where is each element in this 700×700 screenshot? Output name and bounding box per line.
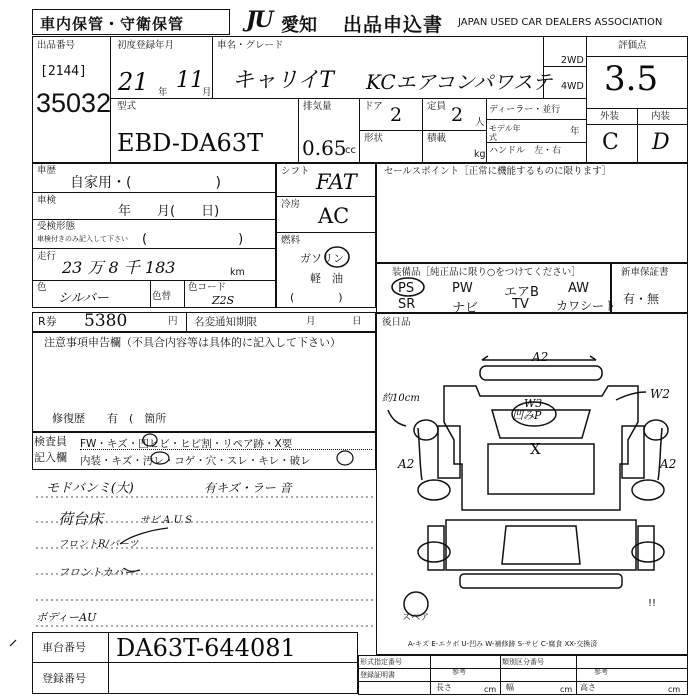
equip-ps: PS — [398, 281, 415, 296]
registration-month: 11 — [176, 68, 204, 93]
day-label: 日 — [352, 316, 362, 327]
svg-text:!!: !! — [648, 598, 657, 609]
car-name: キャリイT — [232, 68, 335, 93]
person-unit: 人 — [475, 117, 485, 128]
note-hand-3: 荷台床 — [58, 510, 104, 528]
handle-label: ハンドル 左・右 — [489, 146, 562, 156]
association-name: JAPAN USED CAR DEALERS ASSOCIATION — [458, 17, 663, 28]
damage-legend: A-キズ E-エクボ U-凹み W-補修跡 S-サビ C-腐食 XX-交換済 — [408, 640, 598, 648]
equip-aw: AW — [568, 281, 590, 296]
interior-label: 内装 — [651, 111, 671, 122]
classify-number-label: 類別区分番号 — [502, 658, 544, 666]
acceptance-note: 車検付きのみ記入して下さい — [37, 235, 128, 243]
spare-label: スペア — [402, 613, 430, 623]
door-label: ドア — [364, 101, 383, 112]
fuel-gasoline: ガソリン — [300, 252, 344, 265]
equip-sr: SR — [398, 297, 416, 312]
ju-logo: JU — [246, 7, 272, 33]
cc-unit: cc — [345, 145, 356, 156]
mileage-value: 23 万 8 千 183 — [62, 258, 176, 277]
registration-cert-label: 登録証明書 — [360, 671, 395, 679]
drive-2wd: 2WD — [561, 55, 584, 66]
equip-tv: TV — [512, 297, 529, 312]
year-unit: 年 — [158, 87, 168, 98]
shift-label: シフト — [281, 166, 310, 177]
inspect-line-1: FW・キズ・凹ヒビ・ヒビ割・リペア跡・X要 — [80, 438, 293, 450]
first-registration-label: 初度登録年月 — [117, 40, 175, 51]
capacity: 2 — [451, 104, 464, 126]
sales-point-label: セールスポイント［正常に機能するものに限ります］ — [384, 166, 612, 177]
inspect-line-2: 内装・キズ・汚レ・コゲ・穴・スレ・キレ・破レ — [80, 455, 311, 467]
color-label: 色 — [37, 282, 47, 293]
fuel-label: 燃料 — [281, 235, 301, 246]
damage-mark-a2-top: A2 — [532, 350, 549, 364]
inspection-label: 車検 — [37, 195, 57, 206]
mileage-label: 走行 — [37, 251, 57, 262]
car-grade: KCエアコンパワステ — [366, 70, 553, 94]
km-unit: km — [230, 267, 245, 278]
model-code: EBD-DA63T — [117, 129, 264, 157]
drive-4wd: 4WD — [561, 81, 584, 92]
shape-label: 形状 — [364, 133, 384, 144]
color-change-label: 色替 — [152, 291, 172, 302]
ac-value: AC — [318, 204, 350, 228]
note-hand-1: モドバンミ(大) — [46, 481, 134, 496]
new-warranty-label: 新車保証書 — [621, 267, 669, 278]
entry-label: 記入欄 — [34, 451, 67, 464]
chassis-label: 車台番号 — [42, 641, 86, 654]
car-name-label: 車名・グレード — [217, 40, 284, 51]
length-label: 長さ — [436, 683, 452, 692]
inspector-label: 検査員 — [34, 435, 67, 448]
ref-label-2: 参考 — [594, 668, 608, 676]
equip-airbag: エアB — [504, 285, 539, 300]
equip-navi: ナビ — [452, 301, 479, 316]
damage-mark-w3: W3 — [524, 397, 543, 410]
model-year-suffix: 年 — [570, 126, 580, 137]
form-number-label: 形式指定番号 — [360, 658, 402, 666]
exterior-label: 外装 — [600, 111, 620, 122]
recycle-coupon-value: 5380 — [84, 311, 128, 331]
equip-pw: PW — [452, 281, 473, 296]
notes-label: 注意事項申告欄（不具合内容等は具体的に記入して下さい） — [44, 336, 341, 349]
damage-mark-a2-left: A2 — [398, 457, 415, 471]
registration-year: 21 — [118, 68, 149, 96]
model-label: 型式 — [117, 101, 137, 112]
cm-unit-length: cm — [484, 685, 497, 694]
damage-mark-size: 約10cm — [382, 393, 420, 404]
dealer-label: ディーラー・並行 — [489, 105, 561, 115]
repair-history-label: 修復歴 有 ( 箇所 — [52, 412, 167, 425]
acceptance-label: 受検形態 — [37, 221, 76, 232]
fuel-diesel: 軽 油 — [310, 272, 343, 285]
note-hand-5: フロントR/パーツ — [58, 539, 139, 550]
lot-sub-number: [2144] — [40, 64, 87, 79]
rating-label: 評価点 — [618, 40, 647, 51]
note-hand-2: 有キズ・ラー 音 — [204, 481, 292, 495]
lot-number-label: 出品番号 — [37, 40, 76, 51]
damage-mark-a2-right: A2 — [660, 457, 677, 471]
cm-unit-width: cm — [560, 685, 573, 694]
damage-mark-x: X — [530, 440, 541, 458]
color-code: Z2S — [212, 294, 235, 307]
width-label: 幅 — [506, 683, 514, 692]
equipment-label: 装備品［純正品に限り○をつけてください］ — [392, 267, 581, 278]
color-code-label: 色コード — [188, 282, 227, 293]
kg-unit: kg — [474, 149, 486, 160]
interior-grade: D — [652, 130, 670, 155]
note-hand-4: サビ A U S — [140, 515, 193, 526]
fuel-other: ( ) — [290, 291, 343, 304]
ref-label-1: 参考 — [452, 668, 466, 676]
chassis-number: DA63T-644081 — [116, 634, 296, 662]
door-count: 2 — [390, 104, 403, 126]
damage-mark-w2: W2 — [650, 387, 670, 401]
height-label: 高さ — [580, 683, 596, 692]
registration-number-label: 登録番号 — [42, 672, 86, 685]
lot-number: 35032 — [36, 88, 112, 118]
yen-unit: 円 — [168, 316, 178, 327]
color-value: シルバー — [58, 291, 109, 306]
note-hand-6: フロントカバー — [58, 566, 135, 579]
name-change-label: 名変通知期限 — [194, 316, 257, 328]
acceptance-value: ( ) — [142, 232, 244, 247]
storage-notice: 車内保管・守衛保管 — [40, 15, 185, 33]
displacement-label: 排気量 — [303, 101, 332, 112]
exterior-grade: C — [602, 130, 619, 155]
after-items-label: 後日品 — [382, 317, 411, 328]
cm-unit-height: cm — [668, 685, 681, 694]
car-damage-diagram — [376, 330, 688, 640]
logo-text: 愛知 — [281, 15, 317, 36]
capacity-label: 定員 — [427, 101, 447, 112]
load-label: 積載 — [427, 133, 447, 144]
recycle-coupon-label: R券 — [38, 315, 57, 328]
rating-value: 3.5 — [604, 59, 659, 99]
inspection-value: 年 月( 日) — [118, 204, 220, 219]
month-unit: 月 — [202, 87, 212, 98]
damage-mark-dent: 凹みP — [512, 409, 542, 422]
warranty-value: 有・無 — [623, 292, 660, 306]
history-value: 自家用・( ) — [70, 175, 221, 191]
history-label: 車歴 — [37, 165, 57, 176]
form-title: 出品申込書 — [343, 14, 444, 36]
note-hand-7: ボディーAU — [36, 611, 97, 624]
displacement: 0.65 — [302, 136, 347, 160]
model-year-label: モデル年式 — [489, 124, 521, 142]
equip-leather-seat: カワシート — [556, 299, 617, 313]
ac-label: 冷房 — [281, 199, 301, 210]
month-label: 月 — [306, 316, 316, 327]
shift-value: FAT — [316, 170, 357, 194]
